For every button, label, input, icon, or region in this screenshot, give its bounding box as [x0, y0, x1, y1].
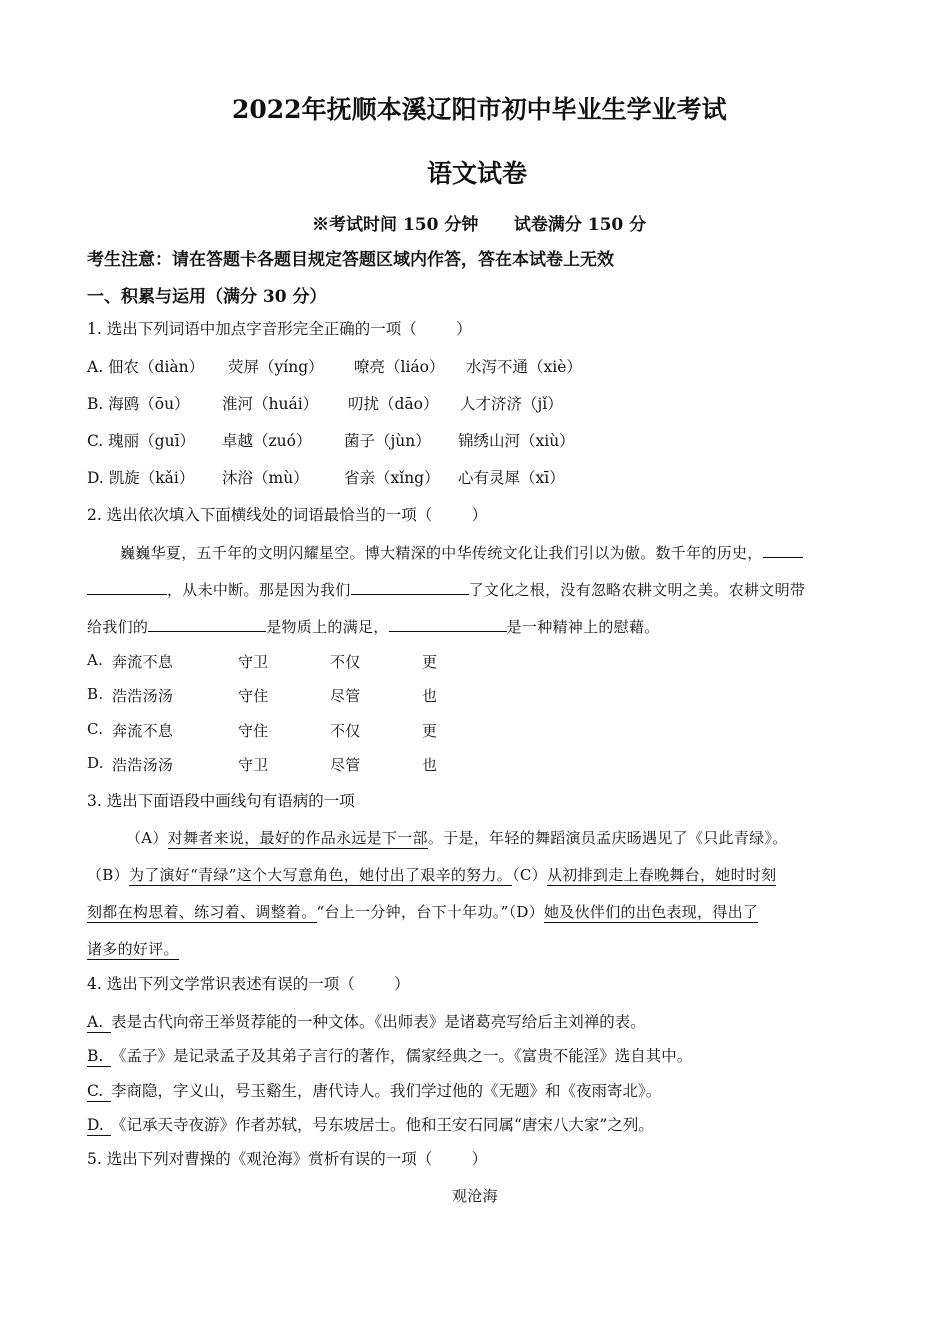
q4-option-c-text: 李商隐，字义山，号玉谿生，唐代诗人。我们学过他的《无题》和《夜雨寄北》。: [111, 1082, 662, 1100]
q1-option-c-word1: C. 瑰丽（guī）: [87, 432, 196, 450]
q2-option-d-word2: 守卫: [238, 756, 269, 774]
q2-option-a-word3: 不仅: [330, 653, 361, 671]
q1-option-d-word4: 心有灵犀（xī）: [458, 469, 565, 487]
q2-option-a-word2: 守卫: [238, 653, 269, 671]
section-heading: 一、积累与运用（满分 30 分）: [87, 287, 327, 307]
q4-option-a-label: A.: [87, 1013, 111, 1033]
q3-label-a: （A）: [126, 829, 168, 847]
q4-option-b-label: B.: [87, 1047, 111, 1067]
q3-sentence-d-part2: 诸多的好评。: [87, 940, 179, 958]
q2-passage-text2: ，从未中断。那是因为我们: [167, 581, 351, 599]
q2-passage-text1: 巍巍华夏，五千年的文明闪耀星空。博大精深的中华传统文化让我们引以为傲。数千年的历史，: [120, 544, 763, 562]
q2-option-c-word3: 不仅: [330, 722, 361, 740]
candidate-notice: 考生注意：请在答题卡各题目规定答题区域内作答，答在本试卷上无效: [87, 250, 614, 270]
poem-title: 观沧海: [452, 1187, 498, 1205]
q2-option-a-label: A.: [87, 651, 104, 669]
q2-option-d-word1: 浩浩汤汤: [112, 756, 174, 774]
q2-option-b-word1: 浩浩汤汤: [112, 687, 174, 705]
q4-option-d: [87, 1113, 654, 1136]
q4-option-d-label: D.: [87, 1116, 111, 1136]
q3-sentence-c-part1: 从初排到走上春晚舞台，她时时刻: [546, 866, 777, 884]
q2-passage-text5: 是物质上的满足，: [266, 618, 389, 636]
q3-line4: [87, 938, 179, 959]
question-5-stem: 5. 选出下列对曹操的《观沧海》赏析有误的一项（ ）: [87, 1150, 488, 1168]
paper-subtitle: 语文试卷: [427, 159, 528, 188]
q2-option-d-word3: 尽管: [330, 756, 361, 774]
q2-option-d-word4: 也: [422, 756, 438, 774]
q1-option-a-word2: 荧屏（yíng）: [228, 358, 324, 376]
blank-4: [389, 617, 507, 632]
question-1-stem: 1. 选出下列词语中加点字音形完全正确的一项（ ）: [87, 320, 472, 338]
q3-sentence-b: 为了演好“青绿”这个大写意角色，她付出了艰辛的努力。: [128, 866, 513, 884]
q2-option-b-word4: 也: [422, 687, 438, 705]
q2-passage-text6: 是一种精神上的慰藉。: [506, 618, 660, 636]
q1-option-a-word3: 嘹亮（liáo）: [354, 358, 445, 376]
blank-2: [351, 580, 469, 595]
q2-option-a-word4: 更: [422, 653, 438, 671]
q1-option-a-word4: 水泻不通（xiè）: [466, 358, 582, 376]
q3-sentence-a: 对舞者来说，最好的作品永远是下一部: [167, 829, 428, 847]
question-4-stem: 4. 选出下列文学常识表述有误的一项（ ）: [87, 975, 410, 993]
q3-text-after-a: 。于是，年轻的舞蹈演员孟庆旸遇见了《只此青绿》。: [427, 829, 788, 847]
q3-label-c: （C）: [512, 866, 547, 884]
q2-passage-line1: [120, 542, 803, 563]
q3-label-d: （D）: [508, 903, 544, 921]
q2-passage-text4: 给我们的: [87, 618, 149, 636]
q2-passage-line3: [87, 616, 660, 637]
q2-option-a-word1: 奔流不息: [112, 653, 174, 671]
exam-info: ※考试时间 150 分钟 试卷满分 150 分: [312, 215, 647, 235]
blank-3: [148, 617, 266, 632]
q2-passage-line2: [87, 579, 805, 600]
q3-line3: [87, 901, 758, 922]
q2-option-c-word4: 更: [422, 722, 438, 740]
q1-option-b-word4: 人才济济（jǐ）: [460, 395, 563, 413]
q2-option-b-label: B.: [87, 685, 104, 703]
q1-option-d-word2: 沐浴（mù）: [222, 469, 309, 487]
q3-label-b: （B）: [87, 866, 129, 884]
q1-option-a-word1: A. 佃农（diàn）: [87, 358, 205, 376]
exam-title: 2022年抚顺本溪辽阳市初中毕业生学业考试: [232, 95, 727, 124]
q3-sentence-d-part1: 她及伙伴们的出色表现，得出了: [544, 903, 759, 921]
q1-option-d-word1: D. 凯旋（kǎi）: [87, 469, 195, 487]
blank-1: [763, 543, 803, 558]
q2-passage-text3: 了文化之根，没有忽略农耕文明之美。农耕文明带: [468, 581, 806, 599]
q2-option-c-word2: 守住: [238, 722, 269, 740]
q2-option-d-label: D.: [87, 754, 104, 772]
q1-option-b-word2: 淮河（huái）: [222, 395, 319, 413]
q2-option-b-word2: 守住: [238, 687, 269, 705]
q3-line1: [126, 827, 788, 848]
q1-option-b-word3: 叨扰（dāo）: [348, 395, 439, 413]
q3-sentence-c-part2: 刻都在构思着、练习着、调整着。: [87, 903, 317, 921]
q4-option-b: [87, 1044, 692, 1067]
q1-option-b-word1: B. 海鸥（ōu）: [87, 395, 190, 413]
q4-option-d-text: 《记承天寺夜游》作者苏轼，号东坡居士。他和王安石同属“唐宋八大家”之列。: [111, 1116, 654, 1134]
q1-option-c-word4: 锦绣山河（xiù）: [458, 432, 575, 450]
q1-option-d-word3: 省亲（xǐng）: [344, 469, 440, 487]
q4-option-a: [87, 1010, 646, 1033]
q3-quote: “台上一分钟，台下十年功。”: [316, 903, 509, 921]
blank-1-cont: [87, 580, 167, 595]
q4-option-c-label: C.: [87, 1082, 111, 1102]
q2-option-c-word1: 奔流不息: [112, 722, 174, 740]
q4-option-a-text: 表是古代向帝王举贤荐能的一种文体。《出师表》是诸葛亮写给后主刘禅的表。: [111, 1013, 646, 1031]
q1-option-c-word3: 菌子（jùn）: [344, 432, 431, 450]
q4-option-b-text: 《孟子》是记录孟子及其弟子言行的著作，儒家经典之一。《富贵不能淫》选自其中。: [111, 1047, 693, 1065]
question-2-stem: 2. 选出依次填入下面横线处的词语最恰当的一项（ ）: [87, 506, 488, 524]
q1-option-c-word2: 卓越（zuó）: [222, 432, 312, 450]
q2-option-b-word3: 尽管: [330, 687, 361, 705]
q2-option-c-label: C.: [87, 720, 104, 738]
q3-line2: [87, 864, 776, 885]
q4-option-c: [87, 1079, 661, 1102]
question-3-stem: 3. 选出下面语段中画线句有语病的一项: [87, 792, 355, 810]
